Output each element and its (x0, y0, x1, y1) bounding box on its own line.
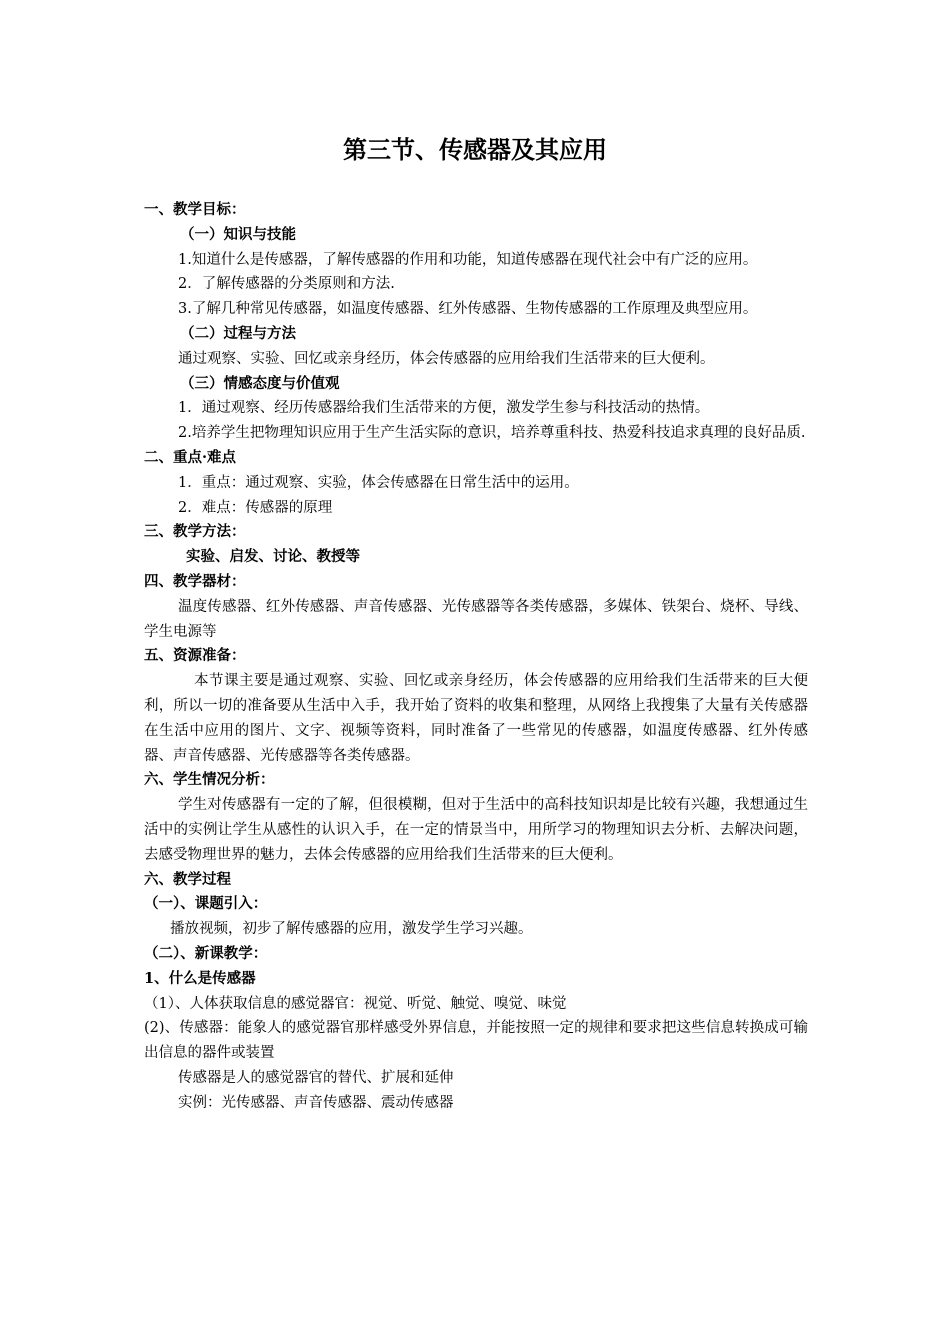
paragraph: 学生对传感器有一定的了解，但很模糊，但对于生活中的高科技知识却是比较有兴趣，我想通过生活中的实例让学生从感性的认识入手，在一定的情景当中，用所学习的物理知识去分析、去解决问题，去感受物理世界的魅力，去体会传感器的应用给我们生活带来的巨大便利。 (144, 797, 808, 863)
subheading-knowledge-skills: （一）知识与技能 (180, 225, 296, 243)
paragraph: （1）、人体获取信息的感觉器官：视觉、听觉、触觉、嗅觉、味觉 (144, 995, 567, 1012)
paragraph: 3.了解几种常见传感器，如温度传感器、红外传感器、生物传感器的工作原理及典型应用。 (178, 301, 758, 318)
subheading-what-is-sensor: 1、什么是传感器 (144, 969, 256, 987)
section-heading-key-points: 二、重点·难点 (144, 448, 237, 466)
section-heading-equipment: 四、教学器材： (144, 572, 246, 590)
paragraph: 2．了解传感器的分类原则和方法. (178, 276, 395, 293)
paragraph: 2.培养学生把物理知识应用于生产生活实际的意识，培养尊重科技、热爱科技追求真理的良好品质. (178, 425, 806, 442)
paragraph: 实例：光传感器、声音传感器、震动传感器 (178, 1094, 454, 1111)
page-title: 第三节、传感器及其应用 (343, 135, 607, 164)
paragraph: 1.知道什么是传感器，了解传感器的作用和功能，知道传感器在现代社会中有广泛的应用。 (178, 251, 758, 268)
subheading-attitude-values: （三）情感态度与价值观 (180, 374, 340, 392)
document-body (144, 198, 808, 1115)
paragraph: (2)、传感器：能象人的感觉器官那样感受外界信息，并能按照一定的规律和要求把这些信息转换成可输出信息的器件或装置 (144, 1020, 808, 1062)
paragraph: 本节课主要是通过观察、实验、回忆或亲身经历，体会传感器的应用给我们生活带来的巨大便利，所以一切的准备要从生活中入手，我开始了资料的收集和整理，从网络上我搜集了大量有关传感器在生活中应用的图片、文字、视频等资料，同时准备了一些常见的传感器，如温度传感器、红外传感器、声音传感器、光传感器等各类传感器。 (144, 673, 808, 764)
paragraph: 播放视频，初步了解传感器的应用，激发学生学习兴趣。 (170, 921, 533, 938)
section-heading-objectives: 一、教学目标： (144, 201, 246, 218)
section-heading-methods: 三、教学方法： (144, 523, 246, 541)
paragraph: 1．通过观察、经历传感器给我们生活带来的方便，激发学生参与科技活动的热情。 (178, 400, 710, 417)
subheading-process-method: （二）过程与方法 (180, 324, 296, 342)
paragraph: 传感器是人的感觉器官的替代、扩展和延伸 (178, 1069, 454, 1086)
paragraph: 1．重点：通过观察、实验，体会传感器在日常生活中的运用。 (178, 474, 579, 491)
paragraph: 通过观察、实验、回忆或亲身经历，体会传感器的应用给我们生活带来的巨大便利。 (178, 350, 715, 367)
paragraph: 实验、启发、讨论、教授等 (186, 548, 360, 566)
section-heading-resources: 五、资源准备： (144, 647, 246, 665)
subheading-introduction: （一）、课题引入： (144, 895, 268, 913)
paragraph: 2．难点：传感器的原理 (178, 499, 333, 516)
section-heading-student-analysis: 六、学生情况分析： (144, 771, 275, 789)
subheading-new-lesson: （二）、新课教学： (144, 944, 268, 962)
paragraph: 温度传感器、红外传感器、声音传感器、光传感器等各类传感器，多媒体、铁架台、烧杯、导线、学生电源等 (144, 598, 808, 640)
section-heading-teaching-process: 六、教学过程 (144, 870, 231, 888)
